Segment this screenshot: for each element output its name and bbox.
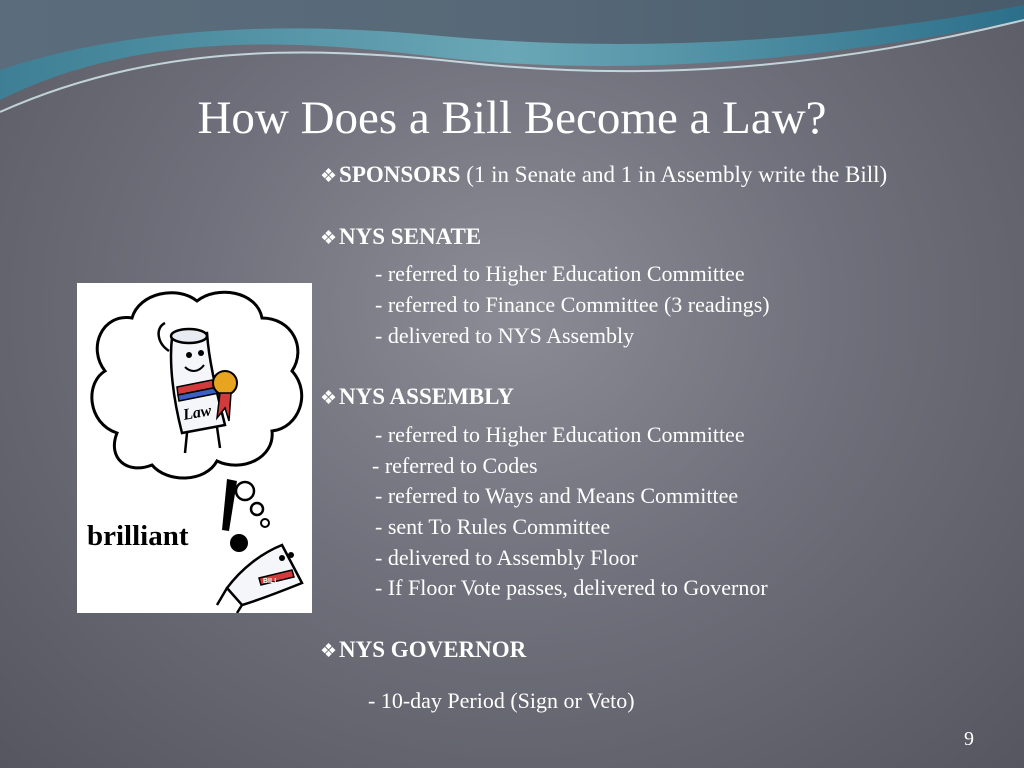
slide-title: How Does a Bill Become a Law? (197, 92, 827, 144)
brilliant-text: brilliant (87, 520, 189, 552)
assembly-step: - delivered to Assembly Floor (375, 545, 638, 570)
page-number: 9 (964, 728, 974, 750)
senate-step: - referred to Higher Education Committee (375, 261, 745, 286)
governor-step: - 10-day Period (Sign or Veto) (368, 688, 635, 713)
assembly-step: - sent To Rules Committee (375, 514, 611, 539)
bullet-nys-governor (320, 635, 526, 667)
bullet-nys-assembly (320, 382, 514, 414)
bill-label-text: BILL (263, 578, 279, 585)
diamond-bullet-icon: ❖ (320, 388, 338, 409)
diamond-bullet-icon: ❖ (320, 228, 338, 249)
assembly-step: - referred to Ways and Means Committee (375, 483, 739, 508)
senate-step: - delivered to NYS Assembly (375, 323, 635, 348)
governor-label: NYS GOVERNOR (339, 637, 527, 662)
senate-label: NYS SENATE (339, 224, 482, 249)
bullet-sponsors (320, 160, 887, 192)
senate-step: - referred to Finance Committee (3 readings) (375, 292, 770, 317)
sponsors-label: SPONSORS (339, 162, 461, 187)
assembly-step: - referred to Higher Education Committee (375, 422, 745, 447)
diamond-bullet-icon: ❖ (320, 641, 338, 662)
diamond-bullet-icon: ❖ (320, 166, 338, 187)
law-scroll-text: Law (181, 402, 213, 424)
cartoon-illustration (77, 283, 312, 613)
sponsors-detail: (1 in Senate and 1 in Assembly write the Bill) (460, 162, 888, 187)
bullet-nys-senate (320, 222, 481, 254)
assembly-label: NYS ASSEMBLY (339, 384, 514, 409)
assembly-step: - referred to Codes (372, 453, 538, 478)
assembly-step: - If Floor Vote passes, delivered to Governor (375, 575, 768, 600)
brilliant-bill-clipart (77, 283, 312, 613)
